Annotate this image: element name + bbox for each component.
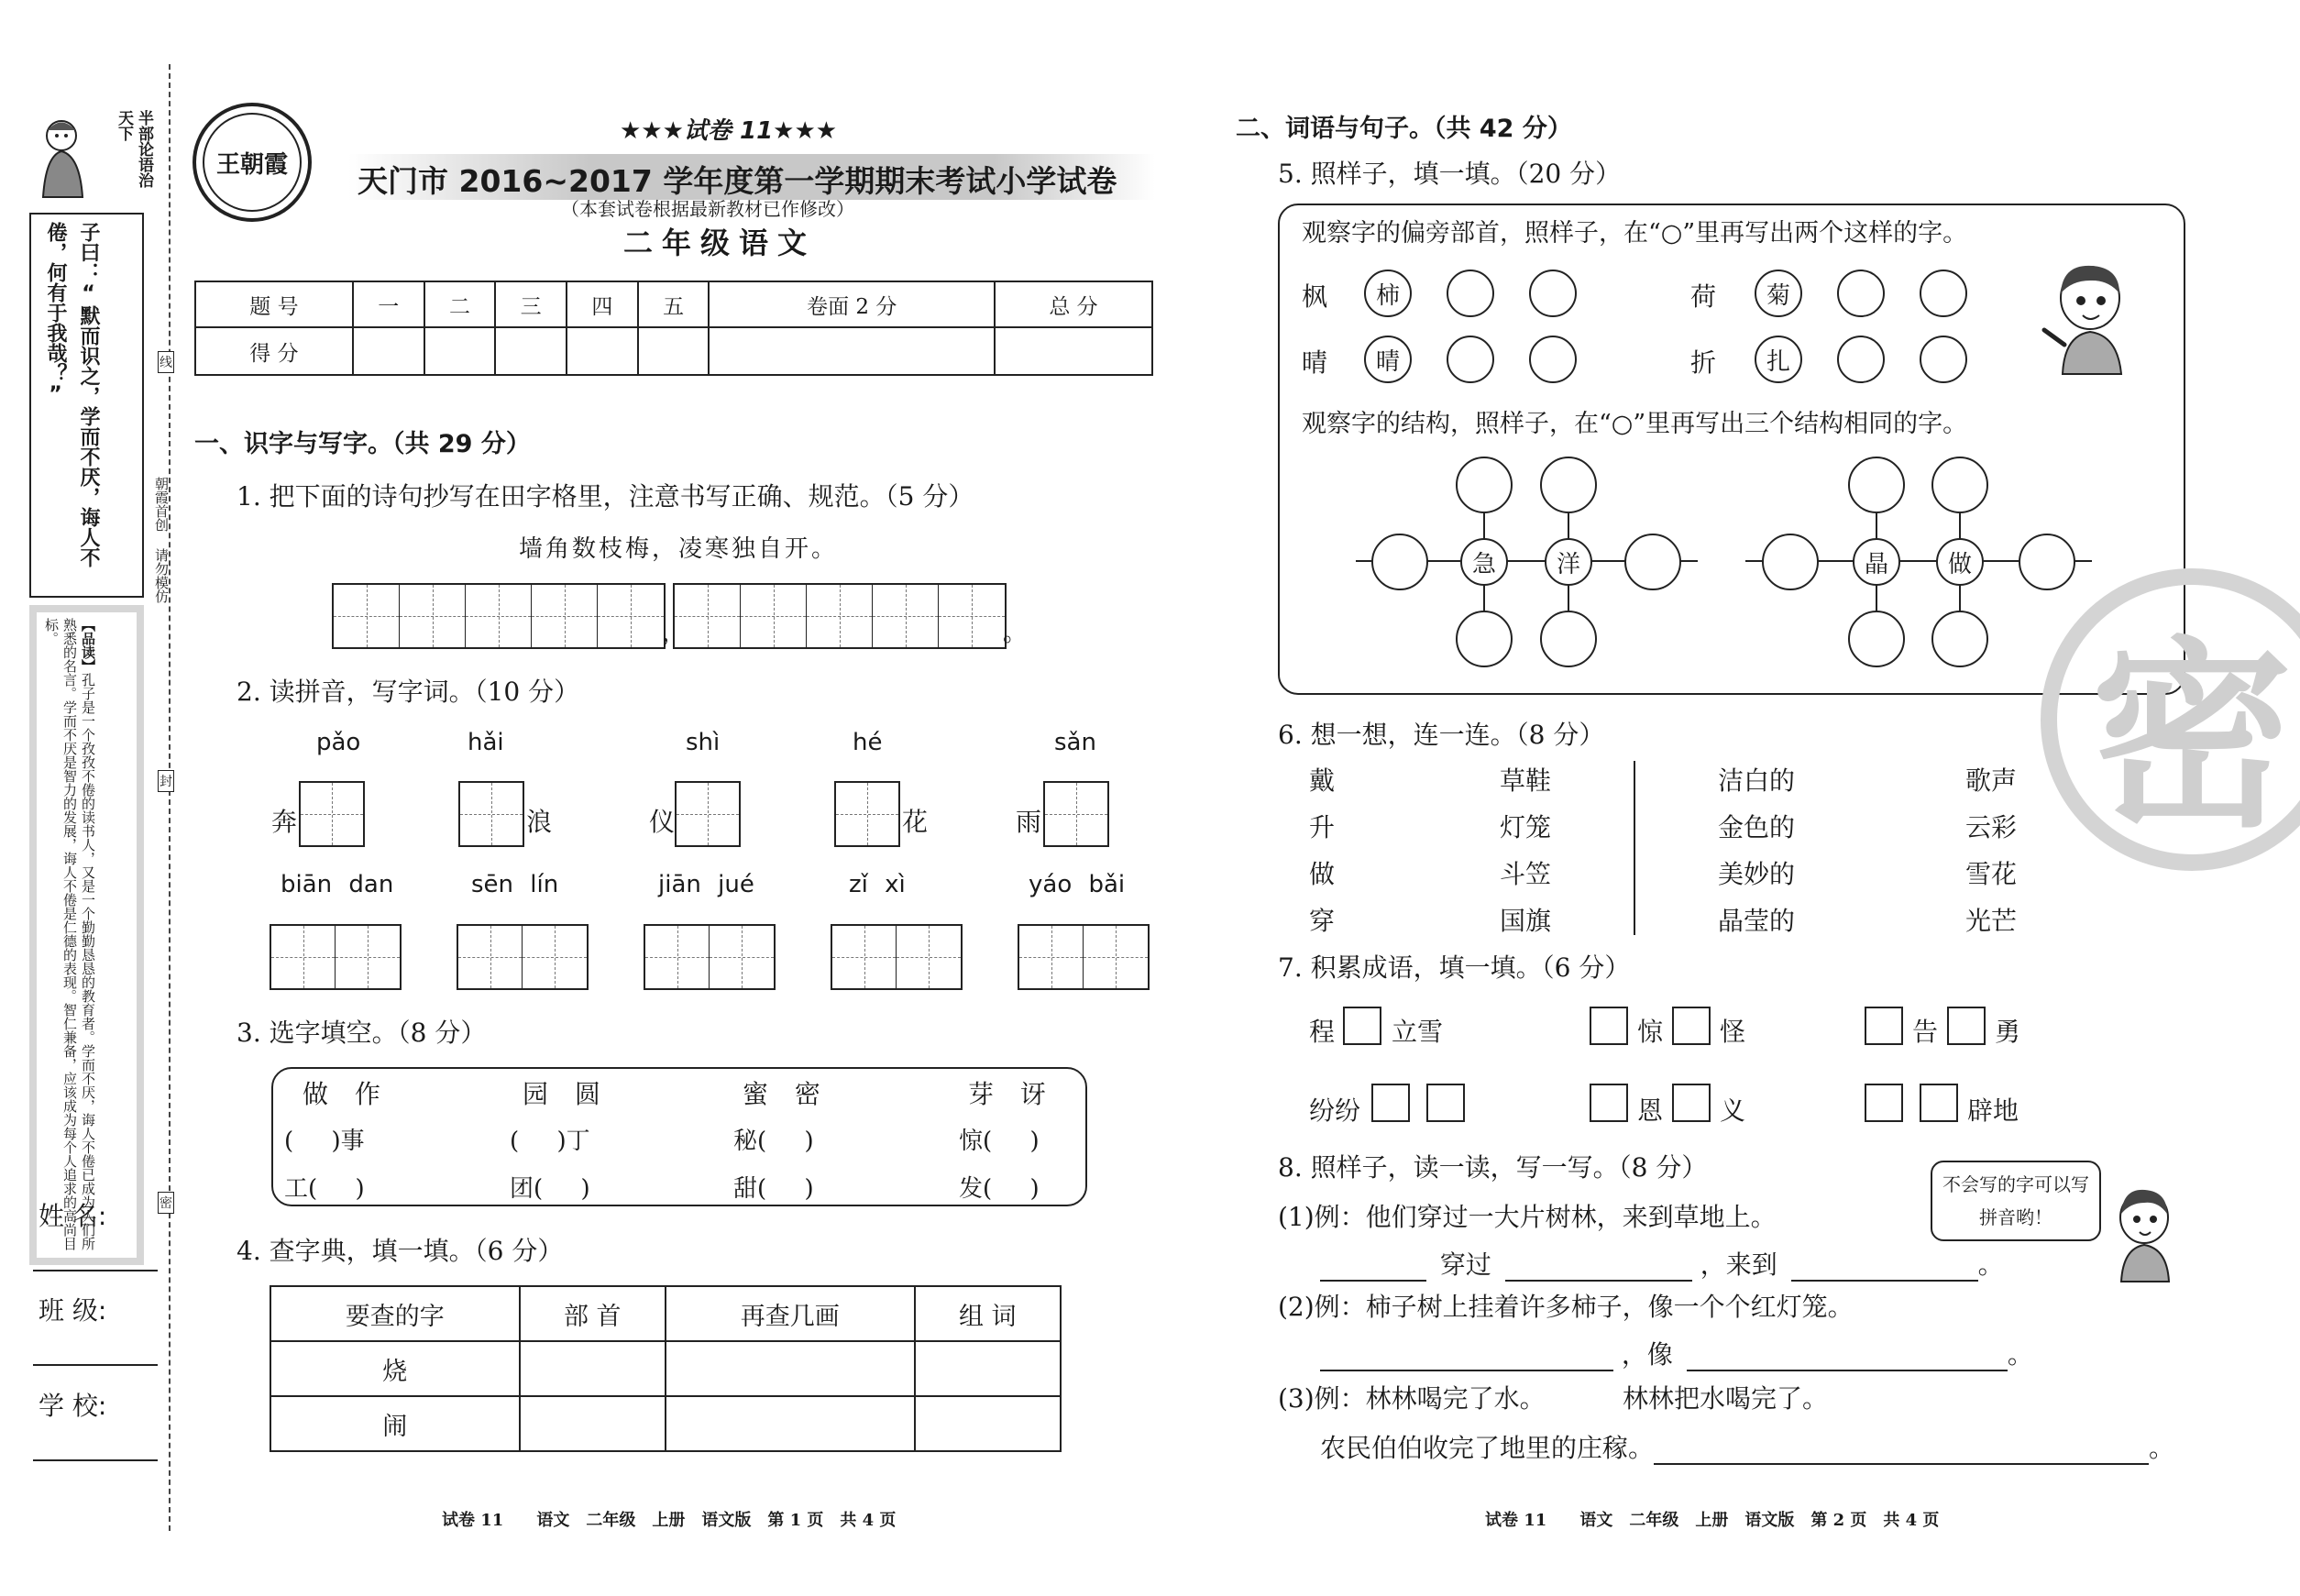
q3-blank[interactable]: 工( ) — [284, 1175, 365, 1203]
score-header: 总 分 — [995, 281, 1152, 327]
fold-text: 朝霞首创 请勿模仿 — [153, 477, 170, 603]
q7-box[interactable] — [1865, 1007, 1903, 1045]
q7-title: 7. 积累成语，填一填。（6 分） — [1278, 952, 1631, 983]
structure-circle[interactable] — [1762, 534, 1819, 590]
sidebar-top-label: 半部论语治天下 — [115, 110, 153, 188]
q8-example-3a: (3)例：林林喝完了水。 — [1278, 1383, 1546, 1414]
q3-chars: 园 圆 — [523, 1079, 600, 1109]
q8-word: ，像 — [1621, 1339, 1673, 1370]
quote-box — [29, 213, 144, 598]
q4-cell[interactable] — [520, 1396, 666, 1451]
q6-title: 6. 想一想，连一连。（8 分） — [1278, 720, 1605, 750]
structure-circle[interactable] — [1931, 611, 1988, 667]
score-cell[interactable] — [567, 327, 638, 375]
q5-instruction-2: 观察字的结构，照样子，在“○”里再写出三个结构相同的字。 — [1302, 410, 1968, 438]
confucius-figure — [29, 110, 103, 202]
structure-center: 晶 — [1853, 538, 1900, 586]
score-table — [194, 281, 1153, 376]
q5-answer-circle[interactable] — [1529, 336, 1577, 383]
structure-circle[interactable] — [1624, 534, 1681, 590]
school-label: 学 校: — [39, 1391, 107, 1421]
q5-sample-circle: 扎 — [1755, 336, 1802, 383]
q6-divider — [1634, 761, 1635, 935]
name-field[interactable] — [33, 1270, 158, 1271]
q8-blank[interactable] — [1687, 1342, 2008, 1371]
q6-item[interactable]: 洁白的 — [1718, 765, 1796, 796]
score-cell[interactable] — [495, 327, 567, 375]
structure-center: 急 — [1460, 538, 1508, 586]
q6-item[interactable]: 雪花 — [1965, 859, 2018, 889]
structure-circle[interactable] — [1456, 457, 1513, 513]
q8-word: 穿过 — [1439, 1249, 1491, 1280]
q4-header: 再查几画 — [666, 1286, 915, 1341]
q5-sample-circle: 晴 — [1364, 336, 1412, 383]
q2-char: 仪 — [649, 807, 676, 837]
paper-number: ★★★试卷 11★★★ — [620, 117, 838, 145]
q3-blank[interactable]: ( )丁 — [510, 1128, 590, 1155]
q6-item[interactable]: 斗笠 — [1500, 859, 1552, 889]
q7-text: 怪 — [1720, 1017, 1746, 1047]
q2-pinyin: shì — [686, 729, 721, 756]
q2-pinyin: yáo bǎi — [1029, 871, 1126, 898]
q3-blank[interactable]: 团( ) — [510, 1175, 590, 1203]
bubble-text: 不会写的字可以写拼音哟！ — [1942, 1173, 2089, 1228]
q5-answer-circle[interactable] — [1920, 336, 1967, 383]
q8-line-1 — [1320, 1245, 2004, 1282]
q7-box[interactable] — [1590, 1007, 1628, 1045]
score-cell[interactable] — [353, 327, 424, 375]
q5-answer-circle[interactable] — [1920, 270, 1967, 317]
q6-item[interactable]: 云彩 — [1965, 812, 2018, 842]
q7-box[interactable] — [1672, 1007, 1711, 1045]
q3-blank[interactable]: 发( ) — [959, 1175, 1040, 1203]
q5-answer-circle[interactable] — [1447, 270, 1494, 317]
q1-period: 。 — [1003, 620, 1028, 647]
q8-sentence: 农民伯伯收完了地里的庄稼。 — [1320, 1433, 1655, 1463]
section1-title: 一、识字与写字。（共 29 分） — [194, 430, 531, 458]
q7-text: 义 — [1720, 1095, 1746, 1126]
score-header: 卷面 2 分 — [709, 281, 995, 327]
q2-pinyin: sēn lín — [471, 871, 559, 898]
q8-example-3b: 林林把水喝完了。 — [1623, 1383, 1829, 1414]
q5-word: 晴 — [1302, 347, 1328, 378]
score-header: 题 号 — [195, 281, 353, 327]
q7-box[interactable] — [1590, 1084, 1628, 1122]
score-cell[interactable] — [424, 327, 496, 375]
class-label: 班 级: — [39, 1295, 107, 1326]
q6-col1 — [1309, 757, 1335, 944]
q4-cell[interactable] — [666, 1396, 915, 1451]
q7-text: 纷纷 — [1309, 1095, 1361, 1126]
score-cell[interactable] — [709, 327, 995, 375]
q6-item[interactable]: 灯笼 — [1500, 812, 1552, 842]
q2-grid[interactable] — [675, 781, 741, 847]
q6-item[interactable]: 戴 — [1309, 765, 1336, 796]
q6-col4 — [1965, 757, 2017, 944]
structure-circle[interactable] — [1848, 457, 1905, 513]
q4-header: 部 首 — [520, 1286, 666, 1341]
q5-instruction-1: 观察字的偏旁部首，照样子，在“○”里再写出两个这样的字。 — [1302, 219, 1968, 248]
q6-item[interactable]: 做 — [1309, 859, 1336, 889]
q7-text: 辟地 — [1967, 1095, 2019, 1126]
q6-item[interactable]: 草鞋 — [1500, 765, 1552, 796]
q2-char: 花 — [902, 807, 929, 837]
q7-box[interactable] — [1865, 1084, 1903, 1122]
school-field[interactable] — [33, 1459, 158, 1461]
exam-title: 天门市 2016~2017 学年度第一学期期末考试小学试卷 — [358, 163, 1117, 199]
commentary-box — [29, 605, 144, 1265]
q7-box[interactable] — [1426, 1084, 1465, 1122]
q2-grid[interactable] — [299, 781, 365, 847]
structure-circle[interactable] — [1931, 457, 1988, 513]
q3-blank[interactable]: 惊( ) — [959, 1128, 1040, 1155]
q5-sample-circle: 菊 — [1755, 270, 1802, 317]
q4-table — [270, 1285, 1062, 1452]
q5-answer-circle[interactable] — [1837, 270, 1885, 317]
structure-circle[interactable] — [1456, 611, 1513, 667]
q8-period: 。 — [2149, 1433, 2175, 1463]
q4-header: 要查的字 — [270, 1286, 520, 1341]
exam-subtitle: （本套试卷根据最新教材已作修改） — [561, 198, 854, 220]
q6-item[interactable]: 光芒 — [1965, 906, 2018, 936]
q7-text: 惊 — [1637, 1017, 1664, 1047]
score-header: 二 — [424, 281, 496, 327]
quote-text: 子曰：“默而识之，学而不厌，诲人不倦，何有于我哉？” — [44, 222, 100, 567]
q3-chars: 芽 讶 — [968, 1079, 1046, 1109]
structure-circle[interactable] — [1371, 534, 1428, 590]
q4-title: 4. 查字典，填一填。（6 分） — [237, 1236, 564, 1266]
q5-answer-circle[interactable] — [1529, 270, 1577, 317]
q7-box[interactable] — [1947, 1007, 1986, 1045]
boy-illustration — [2035, 257, 2136, 376]
logo-text: 王朝霞 — [215, 150, 288, 179]
watermark-text: 密 — [2090, 620, 2293, 854]
q7-text: 告 — [1912, 1017, 1939, 1047]
q3-blank[interactable]: 秘( ) — [733, 1128, 814, 1155]
q2-pinyin: jiān jué — [658, 871, 754, 898]
structure-circle[interactable] — [1848, 611, 1905, 667]
q2-grid[interactable] — [458, 781, 524, 847]
q7-text: 立雪 — [1392, 1017, 1444, 1047]
q7-text: 恩 — [1637, 1095, 1664, 1126]
q7-box[interactable] — [1672, 1084, 1711, 1122]
q8-blank[interactable] — [1791, 1252, 1978, 1282]
q2-grid-double[interactable] — [644, 924, 776, 990]
q2-pinyin: pǎo — [316, 729, 361, 756]
q4-cell[interactable] — [666, 1341, 915, 1396]
line-mark-2: 封 — [158, 770, 174, 792]
q4-char: 烧 — [270, 1341, 520, 1396]
q7-box[interactable] — [1343, 1007, 1381, 1045]
q3-title: 3. 选字填空。（8 分） — [237, 1018, 487, 1048]
q1-comma: ， — [662, 620, 687, 647]
q3-chars: 做 作 — [303, 1079, 380, 1109]
line-mark-1: 线 — [158, 351, 174, 373]
q8-word: ，来到 — [1700, 1249, 1777, 1280]
q7-box[interactable] — [1371, 1084, 1410, 1122]
q2-title: 2. 读拼音，写字词。（10 分） — [237, 677, 580, 707]
q8-example-2: (2)例：柿子树上挂着许多柿子，像一个个红灯笼。 — [1278, 1292, 1854, 1322]
q5-word: 枫 — [1302, 281, 1328, 312]
q4-cell[interactable] — [915, 1341, 1061, 1396]
q6-col3 — [1718, 757, 1795, 944]
line-mark-3: 密 — [158, 1192, 174, 1214]
q8-line-3 — [1320, 1428, 2174, 1465]
q8-blank[interactable] — [1320, 1252, 1426, 1282]
q1-poem: 墙角数枝梅，凌寒独自开。 — [519, 535, 839, 563]
q5-answer-circle[interactable] — [1837, 336, 1885, 383]
q6-col2 — [1500, 757, 1551, 944]
q3-blank[interactable]: ( )事 — [284, 1128, 365, 1155]
q7-text: 程 — [1309, 1017, 1336, 1047]
q3-blank[interactable]: 甜( ) — [733, 1175, 814, 1203]
q7-box[interactable] — [1920, 1084, 1958, 1122]
footer-left: 试卷 11 语文 二年级 上册 语文版 第 1 页 共 4 页 — [442, 1511, 897, 1530]
q2-pinyin: biān dan — [281, 871, 394, 898]
q2-pinyin: hé — [853, 729, 883, 756]
speech-bubble — [1931, 1161, 2101, 1241]
q5-sample-circle: 柿 — [1364, 270, 1412, 317]
footer-right: 试卷 11 语文 二年级 上册 语文版 第 2 页 共 4 页 — [1485, 1511, 1940, 1530]
q2-grid-double[interactable] — [270, 924, 402, 990]
structure-center: 洋 — [1545, 538, 1592, 586]
q5-answer-circle[interactable] — [1447, 336, 1494, 383]
score-header: 三 — [495, 281, 567, 327]
q6-item[interactable]: 穿 — [1309, 906, 1336, 936]
q2-grid-double[interactable] — [831, 924, 963, 990]
small-boy-illustration — [2103, 1183, 2185, 1283]
q6-item[interactable]: 歌声 — [1965, 765, 2018, 796]
brand-logo — [193, 103, 312, 222]
q2-pinyin: hǎi — [468, 729, 504, 756]
q5-word: 折 — [1690, 347, 1717, 378]
q1-grid-a[interactable] — [332, 583, 666, 649]
q1-title: 1. 把下面的诗句抄写在田字格里，注意书写正确、规范。（5 分） — [237, 481, 974, 512]
q2-pinyin: sǎn — [1054, 729, 1096, 756]
q8-blank[interactable] — [1320, 1342, 1613, 1371]
q4-cell[interactable] — [915, 1396, 1061, 1451]
score-cell[interactable] — [995, 327, 1152, 375]
q5-word: 荷 — [1690, 281, 1717, 312]
structure-circle[interactable] — [1540, 611, 1597, 667]
q2-char: 奔 — [271, 807, 298, 837]
structure-circle[interactable] — [2019, 534, 2075, 590]
q5-title: 5. 照样子，填一填。（20 分） — [1278, 159, 1622, 189]
structure-circle[interactable] — [1540, 457, 1597, 513]
section2-title: 二、词语与句子。（共 42 分） — [1236, 115, 1572, 143]
q7-text: 勇 — [1995, 1017, 2021, 1047]
q4-cell[interactable] — [520, 1341, 666, 1396]
q2-char: 雨 — [1016, 807, 1042, 837]
q2-grid[interactable] — [1043, 781, 1109, 847]
q8-blank[interactable] — [1654, 1436, 2149, 1465]
q1-grid-b[interactable] — [673, 583, 1007, 649]
q8-period: 。 — [1977, 1249, 2004, 1280]
q6-item[interactable]: 美妙的 — [1718, 859, 1796, 889]
score-header: 五 — [638, 281, 710, 327]
q4-char: 闹 — [270, 1396, 520, 1451]
q2-grid-double[interactable] — [457, 924, 589, 990]
fold-line — [169, 64, 171, 1531]
commentary: 【品读】孔子是一个孜孜不倦的读书人，又是一个勤勤恳恳的教育者。学而不厌，诲人不倦已成为人们所熟悉的名言。学而不厌是智力的发展，诲人不倦是仁德的表现。智仁兼备，应该成为每个人追求的高尚目标。 — [43, 618, 96, 1250]
name-label: 姓 名: — [39, 1201, 107, 1231]
q6-item[interactable]: 晶莹的 — [1718, 906, 1796, 936]
structure-center: 做 — [1936, 538, 1984, 586]
score-header: 四 — [567, 281, 638, 327]
q6-item[interactable]: 金色的 — [1718, 812, 1796, 842]
q6-item[interactable]: 国旗 — [1500, 906, 1552, 936]
q2-grid-double[interactable] — [1018, 924, 1150, 990]
q8-period: 。 — [2007, 1339, 2033, 1370]
q8-example-1: (1)例：他们穿过一大片树林，来到草地上。 — [1278, 1202, 1777, 1232]
grade-title: 二年级语文 — [623, 226, 817, 260]
score-header: 一 — [353, 281, 424, 327]
q8-title: 8. 照样子，读一读，写一写。（8 分） — [1278, 1152, 1708, 1183]
q4-header: 组 词 — [915, 1286, 1061, 1341]
q2-char: 浪 — [526, 807, 553, 837]
class-field[interactable] — [33, 1364, 158, 1366]
q8-line-2 — [1320, 1335, 2033, 1371]
q2-grid[interactable] — [834, 781, 900, 847]
q3-chars: 蜜 密 — [743, 1079, 820, 1109]
q8-blank[interactable] — [1505, 1252, 1692, 1282]
q2-pinyin: zǐ xì — [849, 871, 906, 898]
q6-item[interactable]: 升 — [1309, 812, 1336, 842]
score-label: 得 分 — [195, 327, 353, 375]
score-cell[interactable] — [638, 327, 710, 375]
